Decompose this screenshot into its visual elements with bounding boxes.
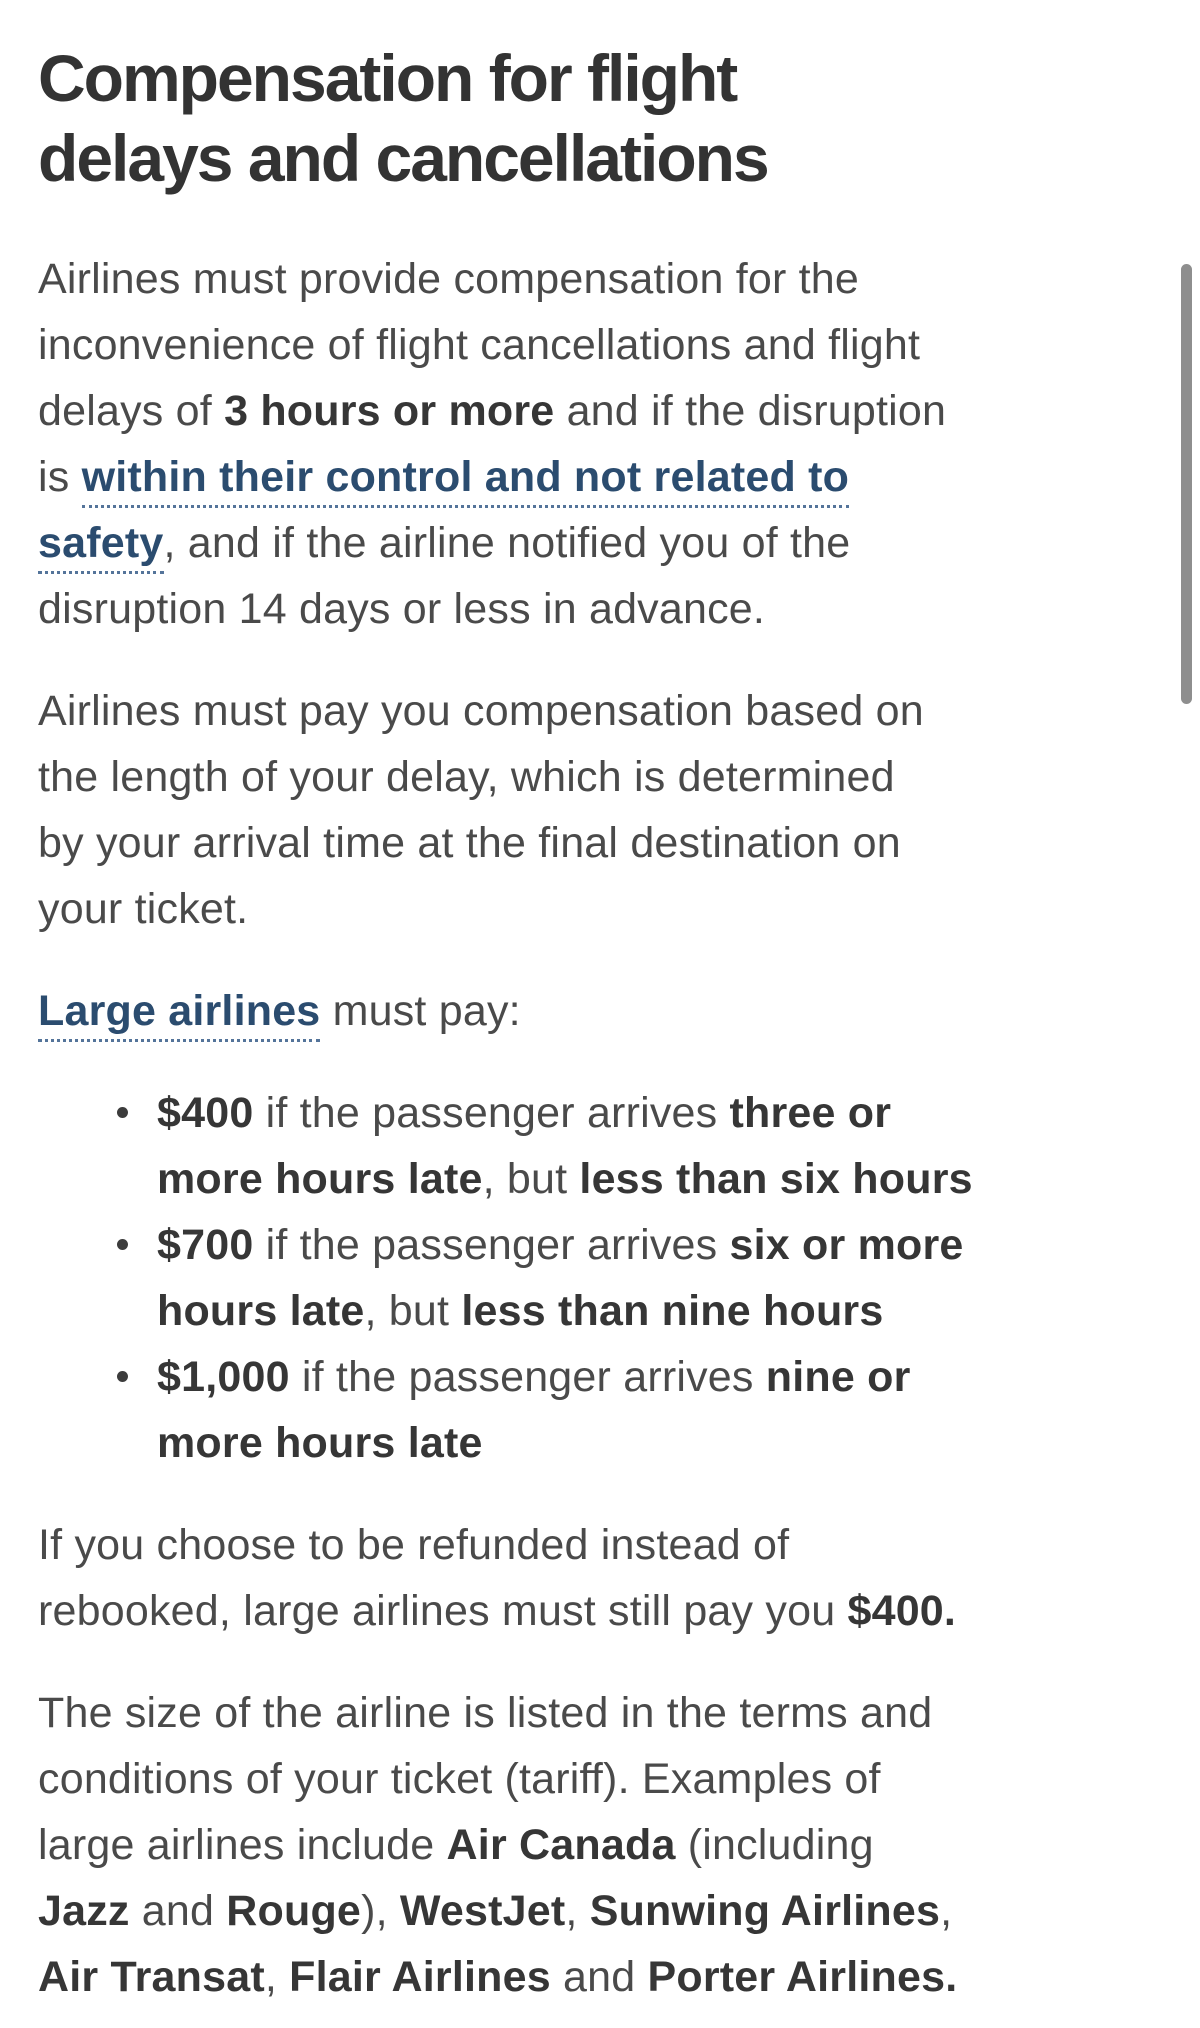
watermark: © Flight Report bbox=[980, 1982, 1132, 2005]
text-run: $400 bbox=[157, 1089, 254, 1137]
text-run: , but bbox=[482, 1155, 580, 1203]
text-run: if the passenger arrives bbox=[289, 1353, 766, 1401]
page-title-line-2: delays and cancellations bbox=[38, 121, 768, 195]
text-line bbox=[38, 1746, 1142, 1812]
text-run: and bbox=[129, 1887, 227, 1935]
text-line bbox=[38, 576, 1142, 642]
bullet-icon bbox=[117, 1239, 128, 1250]
bullet-icon bbox=[117, 1107, 128, 1118]
text-run: Jazz bbox=[38, 1887, 130, 1935]
text-line bbox=[157, 1278, 1142, 1344]
text-run: six or more bbox=[729, 1221, 964, 1269]
list-item bbox=[38, 1344, 1142, 1476]
text-run: disruption 14 days or less in advance. bbox=[38, 585, 766, 633]
text-run: $400. bbox=[847, 1587, 957, 1635]
text-run: more hours late bbox=[157, 1155, 483, 1203]
within-their-control-link[interactable]: within their control and not related to bbox=[82, 453, 849, 508]
text-run: large airlines include bbox=[38, 1821, 447, 1869]
text-run: less than six hours bbox=[579, 1155, 973, 1203]
text-run: is bbox=[38, 453, 82, 501]
text-run: Rouge bbox=[226, 1887, 362, 1935]
page-title-line-1: Compensation for flight bbox=[38, 41, 737, 115]
text-run: Sunwing Airlines bbox=[589, 1887, 941, 1935]
text-run: Flair Airlines bbox=[289, 1953, 551, 2001]
paragraph bbox=[38, 246, 1142, 642]
text-line bbox=[38, 678, 1142, 744]
text-line bbox=[38, 246, 1142, 312]
text-run: , but bbox=[364, 1287, 462, 1335]
text-line bbox=[38, 1878, 1142, 1944]
text-run: more hours late bbox=[157, 1419, 483, 1467]
text-run: , bbox=[940, 1887, 953, 1935]
text-line bbox=[38, 876, 1142, 942]
paragraph bbox=[38, 978, 1142, 1044]
text-line bbox=[157, 1344, 1142, 1410]
text-run: delays of bbox=[38, 387, 225, 435]
text-run: your ticket. bbox=[38, 885, 249, 933]
text-run: , bbox=[264, 1953, 290, 2001]
text-run: , bbox=[565, 1887, 590, 1935]
text-run: if the passenger arrives bbox=[253, 1221, 730, 1269]
text-run: must pay: bbox=[320, 987, 521, 1035]
text-run: (including bbox=[675, 1821, 874, 1869]
paragraph bbox=[38, 678, 1142, 942]
text-line bbox=[157, 1146, 1142, 1212]
text-line bbox=[38, 510, 1142, 576]
text-line bbox=[38, 744, 1142, 810]
list-item bbox=[38, 1212, 1142, 1344]
text-run: if the passenger arrives bbox=[253, 1089, 730, 1137]
text-run: $700 bbox=[157, 1221, 254, 1269]
text-line bbox=[38, 810, 1142, 876]
text-line bbox=[38, 1944, 1142, 2010]
scrollbar-thumb[interactable] bbox=[1181, 264, 1192, 704]
list-item bbox=[38, 1080, 1142, 1212]
text-run: The size of the airline is listed in the terms and bbox=[38, 1689, 933, 1737]
text-run: WestJet bbox=[399, 1887, 566, 1935]
large-airlines-link[interactable]: Large airlines bbox=[38, 987, 320, 1042]
text-line bbox=[38, 1680, 1142, 1746]
text-run: $1,000 bbox=[157, 1353, 290, 1401]
text-line bbox=[38, 978, 1142, 1044]
text-line bbox=[38, 378, 1142, 444]
text-run: 3 hours or more bbox=[224, 387, 555, 435]
paragraph bbox=[38, 1680, 1142, 2010]
text-run: hours late bbox=[157, 1287, 365, 1335]
text-run: the length of your delay, which is determined bbox=[38, 753, 895, 801]
text-line bbox=[38, 444, 1142, 510]
text-run: nine or bbox=[765, 1353, 911, 1401]
paragraph bbox=[38, 1512, 1142, 1644]
text-run: Airlines must pay you compensation based on bbox=[38, 687, 924, 735]
text-line bbox=[157, 1080, 1142, 1146]
text-run: conditions of your ticket (tariff). Examples of bbox=[38, 1755, 881, 1803]
text-run: inconvenience of flight cancellations and flight bbox=[38, 321, 921, 369]
text-run: three or bbox=[729, 1089, 892, 1137]
text-run: , and if the airline notified you of the bbox=[163, 519, 851, 567]
text-line bbox=[38, 1812, 1142, 1878]
text-run: and bbox=[550, 1953, 648, 2001]
text-run: and if the disruption bbox=[554, 387, 947, 435]
text-run: Airlines must provide compensation for the bbox=[38, 255, 860, 303]
text-run: If you choose to be refunded instead of bbox=[38, 1521, 790, 1569]
text-run: ), bbox=[361, 1887, 400, 1935]
text-line bbox=[157, 1410, 1142, 1476]
text-run: Porter Airlines. bbox=[647, 1953, 958, 2001]
text-run: by your arrival time at the final destination on bbox=[38, 819, 901, 867]
text-run: Air Transat bbox=[38, 1953, 265, 2001]
text-line bbox=[38, 312, 1142, 378]
text-line bbox=[38, 1578, 1142, 1644]
article-body bbox=[38, 246, 1142, 2010]
safety-link[interactable]: safety bbox=[38, 519, 164, 574]
page-title bbox=[38, 38, 1142, 198]
bullet-icon bbox=[117, 1371, 128, 1382]
text-line bbox=[157, 1212, 1142, 1278]
bullet-list bbox=[38, 1080, 1142, 1476]
text-run: Air Canada bbox=[446, 1821, 676, 1869]
text-run: less than nine hours bbox=[461, 1287, 884, 1335]
text-run: rebooked, large airlines must still pay you bbox=[38, 1587, 848, 1635]
text-line bbox=[38, 1512, 1142, 1578]
